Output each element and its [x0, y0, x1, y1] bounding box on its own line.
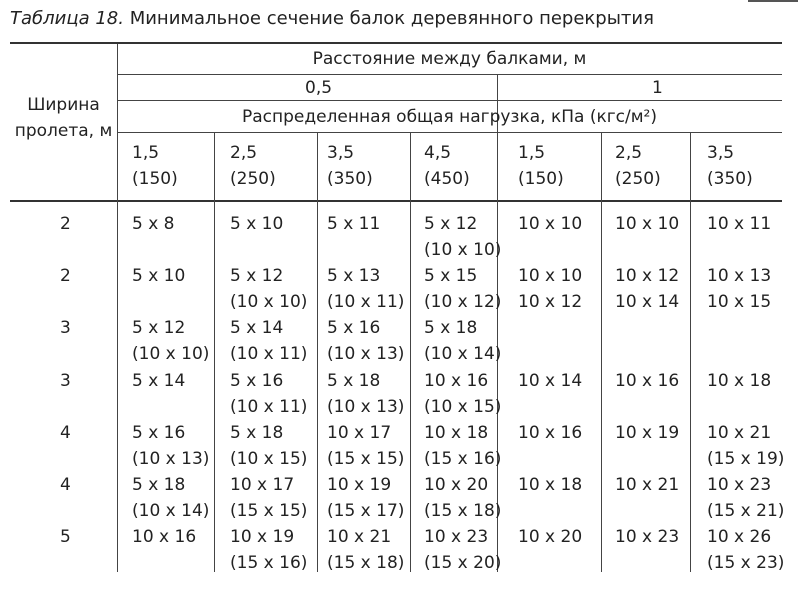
column-divider [690, 132, 691, 572]
section-value: 5 x 14 [230, 318, 284, 338]
column-divider [317, 132, 318, 572]
load-header-line: (250) [615, 169, 661, 189]
load-header-line: 2,5 [230, 143, 258, 163]
column-divider [601, 132, 602, 572]
section-value: 5 x 18 [327, 371, 381, 391]
section-cell [424, 263, 501, 315]
section-value: (10 x 10) [132, 344, 210, 364]
section-value: 5 x 15 [424, 266, 478, 286]
section-value: 5 x 10 [132, 266, 186, 286]
section-value: (10 x 10) [424, 240, 502, 260]
section-cell [615, 472, 679, 498]
section-value: 10 x 16 [132, 527, 197, 547]
table-top-rule [10, 42, 782, 44]
load-header-cell [424, 140, 470, 192]
section-value: 10 x 17 [230, 475, 295, 495]
distance-value-b: 1 [652, 78, 663, 98]
section-cell [230, 368, 307, 420]
section-value: (10 x 15) [230, 449, 308, 469]
section-value: 10 x 16 [424, 371, 489, 391]
section-value: (15 x 15) [327, 449, 405, 469]
caption-label: Таблица 18. [10, 8, 124, 29]
section-cell [615, 211, 679, 237]
section-cell [424, 420, 501, 472]
section-value: 10 x 18 [424, 423, 489, 443]
section-value: (15 x 20) [424, 553, 502, 573]
section-cell [132, 524, 196, 550]
load-header-line: (150) [518, 169, 564, 189]
load-header-line: 4,5 [424, 143, 452, 163]
section-value: (10 x 12) [424, 292, 502, 312]
section-value: 10 x 19 [327, 475, 392, 495]
section-value: 5 x 18 [230, 423, 284, 443]
section-cell [707, 524, 784, 576]
section-value: 10 x 15 [707, 292, 772, 312]
section-value: 5 x 14 [132, 371, 186, 391]
section-cell [615, 524, 679, 550]
load-header-line: (250) [230, 169, 276, 189]
span-value: 3 [60, 318, 71, 338]
load-header-cell [327, 140, 373, 192]
section-cell [132, 211, 175, 237]
section-cell [327, 315, 404, 367]
section-cell [707, 263, 771, 315]
section-cell [230, 211, 283, 237]
section-value: 5 x 11 [327, 214, 381, 234]
section-value: (10 x 11) [327, 292, 405, 312]
section-value: 5 x 12 [230, 266, 284, 286]
section-cell [132, 420, 209, 472]
section-cell [327, 472, 404, 524]
span-value: 2 [60, 214, 71, 234]
section-cell [230, 263, 307, 315]
section-value: 10 x 19 [230, 527, 295, 547]
section-cell [707, 420, 784, 472]
load-header-line: 3,5 [327, 143, 355, 163]
section-value: (10 x 13) [327, 344, 405, 364]
section-value: (10 x 14) [132, 501, 210, 521]
span-header-line: пролета, м [14, 121, 113, 141]
header-bottom-rule [10, 200, 782, 202]
rule-below-load [117, 132, 782, 133]
section-cell [615, 420, 679, 446]
section-cell [132, 368, 185, 394]
section-value: 5 x 8 [132, 214, 175, 234]
section-value: (15 x 18) [424, 501, 502, 521]
load-header-cell [615, 140, 661, 192]
section-value: 10 x 23 [615, 527, 680, 547]
section-value: (15 x 16) [424, 449, 502, 469]
section-value: 10 x 18 [707, 371, 772, 391]
section-cell [518, 368, 582, 394]
section-value: 5 x 12 [132, 318, 186, 338]
section-cell [518, 263, 582, 315]
section-cell [327, 211, 380, 237]
section-value: (15 x 15) [230, 501, 308, 521]
section-value: 5 x 16 [327, 318, 381, 338]
section-cell [327, 263, 404, 315]
section-value: (15 x 21) [707, 501, 785, 521]
section-value: 5 x 16 [230, 371, 284, 391]
load-header-line: (350) [707, 169, 753, 189]
distance-value-a: 0,5 [305, 78, 333, 98]
section-value: 10 x 23 [707, 475, 772, 495]
section-value: 10 x 17 [327, 423, 392, 443]
section-value: (15 x 18) [327, 553, 405, 573]
section-cell [230, 420, 307, 472]
load-header: Распределенная общая нагрузка, кПа (кгс/м²) [241, 107, 658, 127]
section-value: (15 x 17) [327, 501, 405, 521]
distance-header: Расстояние между балками, м [312, 49, 587, 69]
section-value: (10 x 15) [424, 397, 502, 417]
section-cell [707, 368, 771, 394]
load-header-line: (350) [327, 169, 373, 189]
section-value: 10 x 21 [327, 527, 392, 547]
section-value: 5 x 10 [230, 214, 284, 234]
span-value: 4 [60, 423, 71, 443]
section-value: (15 x 23) [707, 553, 785, 573]
section-value: 10 x 16 [615, 371, 680, 391]
span-value: 3 [60, 371, 71, 391]
span-value: 5 [60, 527, 71, 547]
column-divider [410, 132, 411, 572]
load-header-line: 1,5 [518, 143, 546, 163]
section-cell [518, 211, 582, 237]
section-cell [615, 368, 679, 394]
rule-below-distance-values [117, 100, 782, 101]
section-cell [424, 211, 501, 263]
section-cell [707, 211, 771, 237]
section-cell [615, 263, 679, 315]
section-value: (10 x 11) [230, 397, 308, 417]
load-header-cell [132, 140, 178, 192]
section-value: 10 x 10 [518, 214, 583, 234]
section-value: 5 x 18 [424, 318, 478, 338]
section-value: (10 x 11) [230, 344, 308, 364]
section-cell [424, 524, 501, 576]
span-value: 2 [60, 266, 71, 286]
section-cell [424, 315, 501, 367]
section-cell [132, 315, 209, 367]
load-header-line: 1,5 [132, 143, 160, 163]
section-cell [424, 472, 501, 524]
section-cell [230, 315, 307, 367]
load-header-line: 3,5 [707, 143, 735, 163]
section-value: 10 x 21 [707, 423, 772, 443]
rule-below-distance [117, 74, 782, 75]
table-caption [10, 8, 654, 29]
section-value: 10 x 20 [518, 527, 583, 547]
section-cell [327, 524, 404, 576]
section-value: 5 x 18 [132, 475, 186, 495]
section-cell [518, 420, 582, 446]
section-cell [327, 368, 404, 420]
load-header-cell [518, 140, 564, 192]
section-value: 10 x 26 [707, 527, 772, 547]
section-value: 5 x 12 [424, 214, 478, 234]
span-value: 4 [60, 475, 71, 495]
section-value: 10 x 11 [707, 214, 772, 234]
load-header-cell [230, 140, 276, 192]
section-cell [132, 472, 209, 524]
section-value: (10 x 13) [327, 397, 405, 417]
section-cell [707, 472, 784, 524]
section-value: 10 x 21 [615, 475, 680, 495]
column-divider [214, 132, 215, 572]
section-value: (10 x 13) [132, 449, 210, 469]
section-value: 10 x 13 [707, 266, 772, 286]
section-value: (15 x 16) [230, 553, 308, 573]
section-value: 5 x 13 [327, 266, 381, 286]
span-header-line: Ширина [27, 95, 100, 115]
section-cell [230, 472, 307, 524]
section-cell [230, 524, 307, 576]
section-value: 10 x 23 [424, 527, 489, 547]
section-value: 10 x 14 [518, 371, 583, 391]
section-value: 10 x 19 [615, 423, 680, 443]
section-value: 10 x 12 [518, 292, 583, 312]
section-value: 10 x 14 [615, 292, 680, 312]
section-cell [518, 472, 582, 498]
section-value: (10 x 10) [230, 292, 308, 312]
section-value: 10 x 12 [615, 266, 680, 286]
top-rule [748, 0, 798, 2]
section-value: 10 x 20 [424, 475, 489, 495]
section-cell [327, 420, 404, 472]
load-header-line: (150) [132, 169, 178, 189]
section-cell [518, 524, 582, 550]
section-value: 10 x 18 [518, 475, 583, 495]
section-value: 10 x 16 [518, 423, 583, 443]
section-cell [132, 263, 185, 289]
load-header-line: 2,5 [615, 143, 643, 163]
section-cell [424, 368, 501, 420]
caption-title: Минимальное сечение балок деревянного перекрытия [129, 8, 654, 29]
span-header [10, 92, 117, 144]
section-value: (15 x 19) [707, 449, 785, 469]
section-value: 10 x 10 [615, 214, 680, 234]
section-value: (10 x 14) [424, 344, 502, 364]
section-value: 10 x 10 [518, 266, 583, 286]
load-header-cell [707, 140, 753, 192]
load-header-line: (450) [424, 169, 470, 189]
section-value: 5 x 16 [132, 423, 186, 443]
